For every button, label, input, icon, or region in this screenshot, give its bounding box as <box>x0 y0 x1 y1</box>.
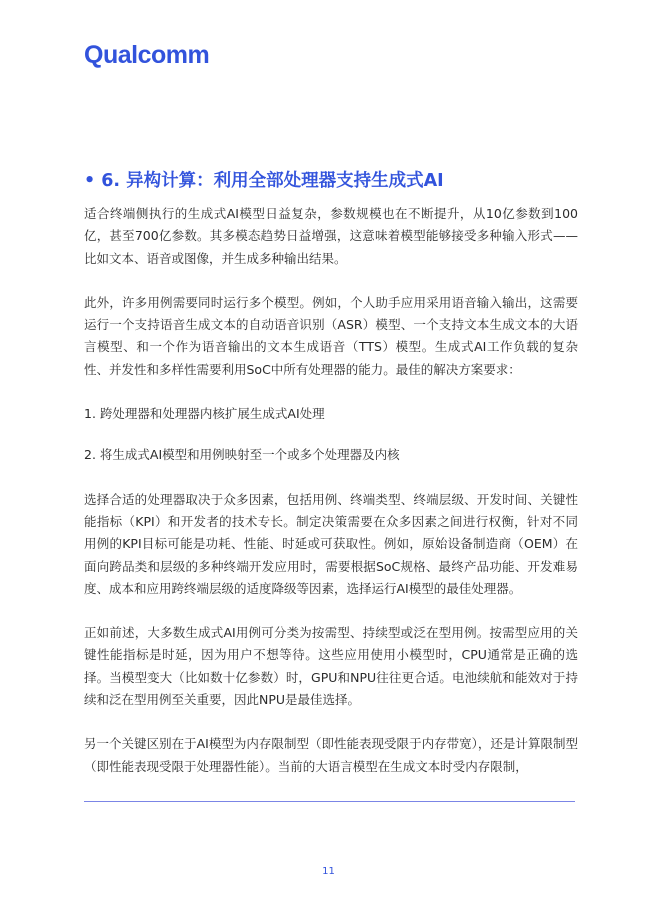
paragraph-model-complexity: 适合终端侧执行的生成式AI模型日益复杂，参数规模也在不断提升，从10亿参数到100亿，甚至700亿参数。其多模态趋势日益增强，这意味着模型能够接受多种输入形式——比如文本、语音或图像，并生成多种输出结果。 <box>84 206 578 266</box>
footer-divider <box>84 801 575 802</box>
body-content <box>84 203 578 800</box>
section-title: 6. 异构计算：利用全部处理器支持生成式AI <box>101 171 444 191</box>
page-number: 11 <box>322 866 335 877</box>
list-item-map-models: 2. 将生成式AI模型和用例映射至一个或多个处理器及内核 <box>84 447 400 463</box>
paragraph-concurrent-models: 此外，许多用例需要同时运行多个模型。例如，个人助手应用采用语音输入输出，这需要运行一个支持语音生成文本的自动语音识别（ASR）模型、一个支持文本生成文本的大语言模型、和一个作为语音输出的文本生成语音（TTS）模型。生成式AI工作负载的复杂性、并发性和多样性需要利用SoC中所有处理器的能力。最佳的解决方案要求： <box>84 294 578 377</box>
paragraph-processor-choice: 选择合适的处理器取决于众多因素，包括用例、终端类型、终端层级、开发时间、关键性能指标（KPI）和开发者的技术专长。制定决策需要在众多因素之间进行权衡，针对不同用例的KPI目标可能是功耗、性能、时延或可获取性。例如，原始设备制造商（OEM）在面向跨品类和层级的多种终端开发应用时，需要根据SoC规格、最终产品功能、开发难易度、成本和应用跨终端层级的适度降级等因素，选择运行AI模型的最佳处理器。 <box>84 491 578 596</box>
qualcomm-logo: Qualcomm <box>84 41 210 69</box>
paragraph-use-case-types: 正如前述，大多数生成式AI用例可分类为按需型、持续型或泛在型用例。按需型应用的关键性能指标是时延，因为用户不想等待。这些应用使用小模型时，CPU通常是正确的选择。当模型变大（比如数十亿参数）时，GPU和NPU往往更合适。电池续航和能效对于持续和泛在型用例至关重要，因此NPU是最佳选择。 <box>84 625 578 708</box>
heading-bullet: • <box>84 171 96 191</box>
paragraph-memory-compute-bound: 另一个关键区别在于AI模型为内存限制型（即性能表现受限于内存带宽），还是计算限制型（即性能表现受限于处理器性能）。当前的大语言模型在生成文本时受内存限制， <box>84 736 578 774</box>
list-item-scale-processing: 1. 跨处理器和处理器内核扩展生成式AI处理 <box>84 406 325 422</box>
section-heading <box>84 168 584 194</box>
